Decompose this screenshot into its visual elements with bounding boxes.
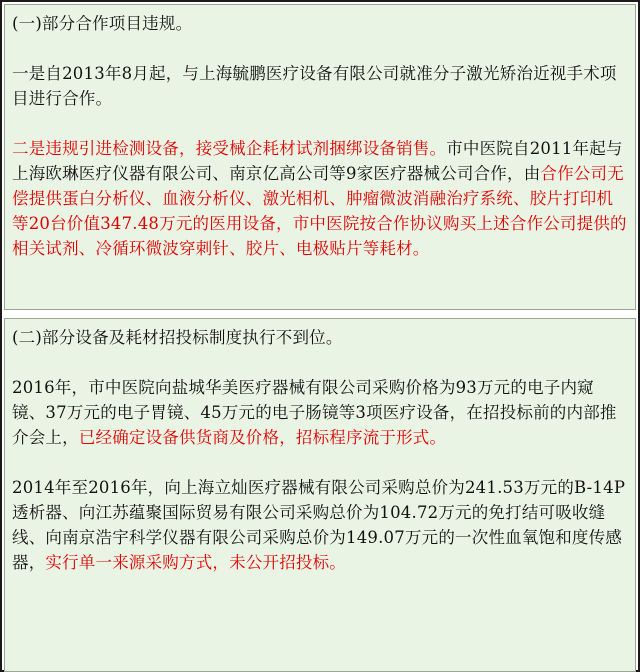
highlight-text: 实行单一来源采购方式，未公开招投标。 (45, 553, 347, 572)
paragraph-text: 市中医院自2011年起与上海欧琳医疗仪器有限公司、南京亿高公司等9家医疗器械公司合作，由 (12, 139, 623, 183)
highlight-body: 合作公司无偿提供蛋白分析仪、血液分析仪、激光相机、肿瘤微波消融治疗系统、胶片打印机等20台价值347.48万元的医用设备，市中医院按合作协议购买上述合作公司提供的相关试剂、冷循环微波穿刺针、胶片、电极贴片等耗材。 (12, 164, 627, 258)
section-2-paragraph-1 (12, 375, 627, 450)
section-2-paragraph-2 (12, 475, 627, 575)
paragraph-text: 2016年，市中医院向盐城华美医疗器械有限公司采购价格为93万元的电子内窥镜、37万元的电子胃镜、45万元的电子肠镜等3项医疗设备，在招投标前的内部推介会上， (12, 378, 617, 447)
section-box-2 (4, 318, 636, 672)
section-1-paragraph-1: 一是自2013年8月起，与上海毓鹏医疗设备有限公司就准分子激光矫治近视手术项目进行合作。 (12, 64, 617, 108)
highlight-text: 已经确定设备供货商及价格，招标程序流于形式。 (78, 428, 447, 447)
section-2-heading: (二)部分设备及耗材招投标制度执行不到位。 (12, 328, 343, 347)
section-1-paragraph-2 (12, 136, 627, 261)
highlight-lead: 二是违规引进检测设备，接受械企耗材试剂捆绑设备销售。 (12, 139, 447, 158)
section-box-1 (4, 4, 636, 310)
paragraph-text: 2014年至2016年，向上海立灿医疗器械有限公司采购总价为241.53万元的B-14P透析器、向江苏蕴聚国际贸易有限公司采购总价为104.72万元的免打结可吸收缝线、向南京浩宇科学仪器有限公司采购总价为149.07万元的一次性血氧饱和度传感器， (12, 478, 626, 572)
section-1-heading: (一)部分合作项目违规。 (12, 14, 193, 33)
